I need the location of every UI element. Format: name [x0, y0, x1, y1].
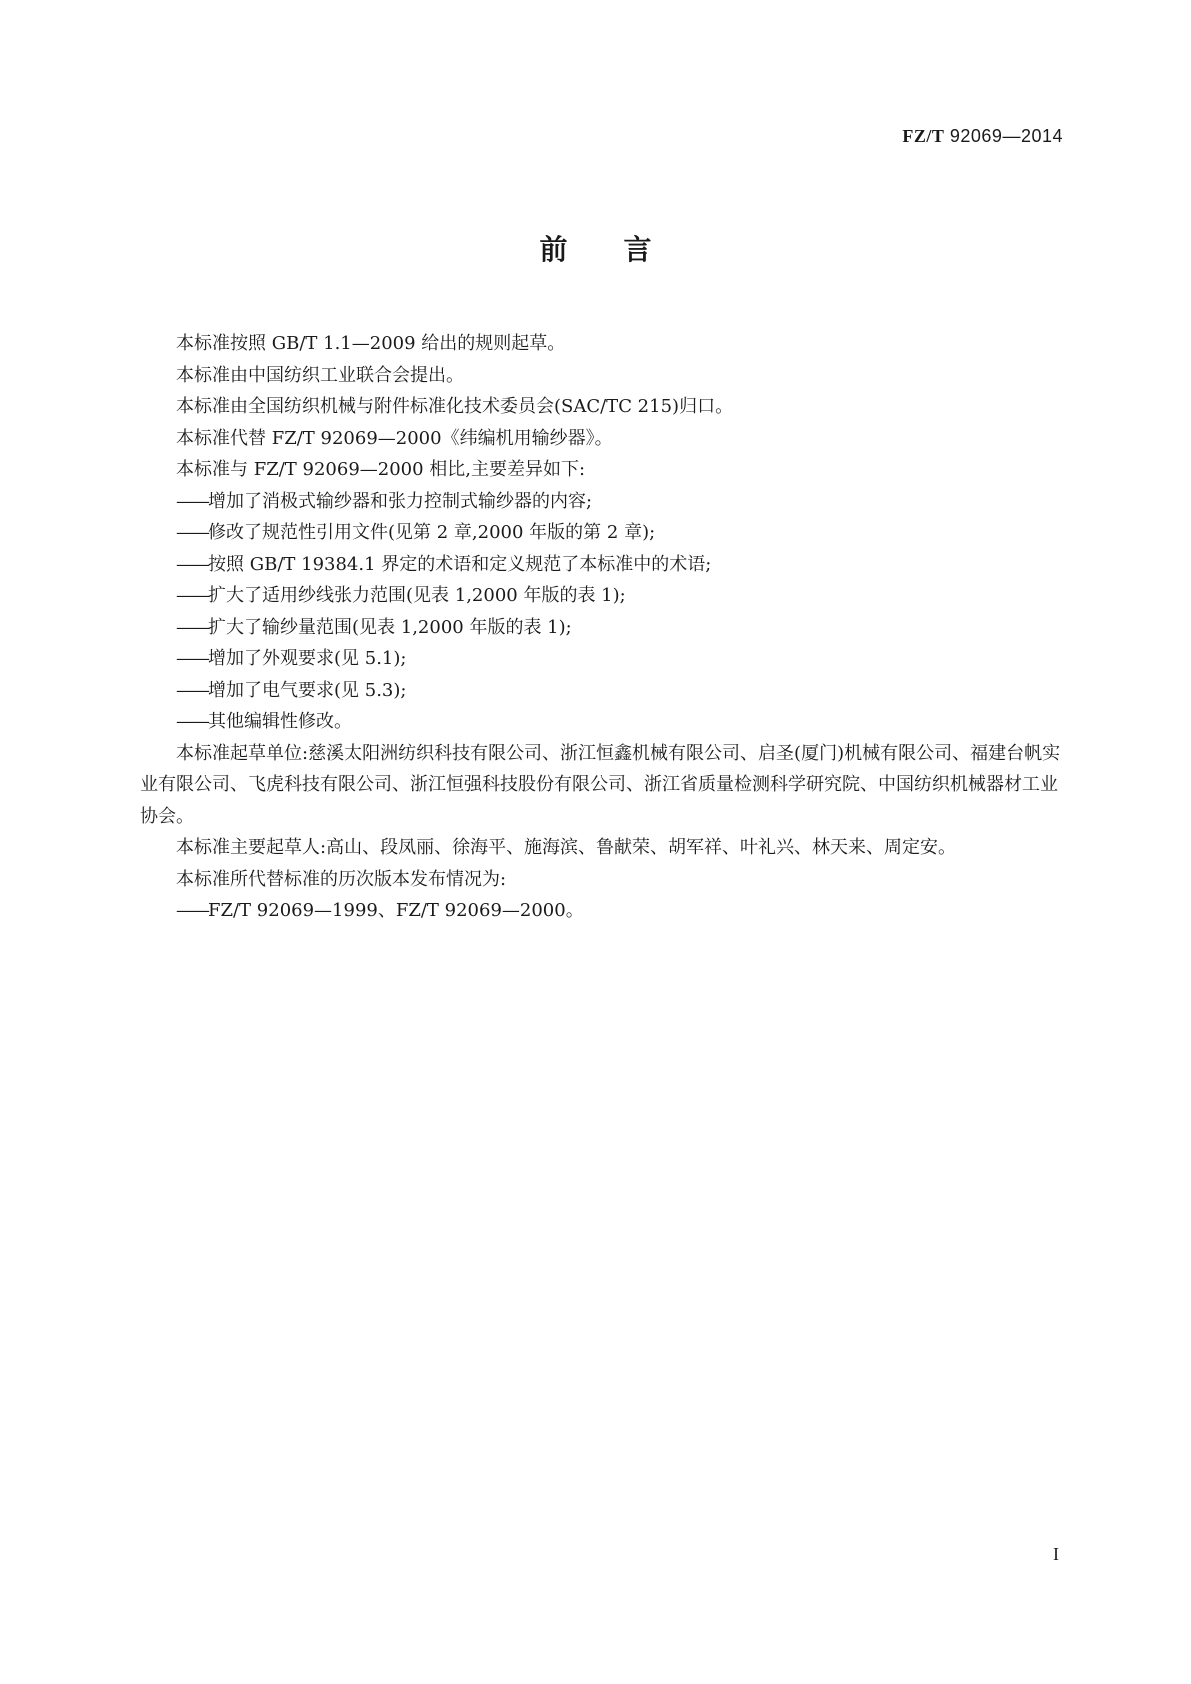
dash-marker: —— — [176, 900, 208, 921]
paragraph-administration: 本标准由全国纺织机械与附件标准化技术委员会(SAC/TC 215)归口。 — [176, 396, 734, 417]
paragraph-proposer: 本标准由中国纺织工业联合会提出。 — [176, 364, 464, 386]
standard-number — [902, 126, 1063, 147]
dash-marker: —— — [176, 648, 208, 669]
list-item-text: 增加了消极式输纱器和张力控制式输纱器的内容; — [208, 490, 593, 512]
dash-marker: —— — [176, 490, 208, 512]
list-item — [140, 675, 1070, 707]
list-item-text: FZ/T 92069—1999、FZ/T 92069—2000。 — [208, 900, 584, 921]
list-item — [140, 486, 1070, 518]
paragraph-history-intro: 本标准所代替标准的历次版本发布情况为: — [176, 868, 507, 890]
list-item-text: 其他编辑性修改。 — [208, 711, 352, 732]
page-number: I — [1053, 1544, 1059, 1564]
list-item-text: 修改了规范性引用文件(见第 2 章,2000 年版的第 2 章); — [208, 522, 656, 543]
paragraph-drafting-rules: 本标准按照 GB/T 1.1—2009 给出的规则起草。 — [176, 333, 566, 354]
paragraph-replaces: 本标准代替 FZ/T 92069—2000《纬编机用输纱器》。 — [176, 427, 613, 449]
list-item — [140, 580, 1070, 612]
dash-marker: —— — [176, 585, 208, 606]
list-item — [140, 706, 1070, 738]
dash-marker: —— — [176, 616, 208, 638]
dash-marker: —— — [176, 711, 208, 732]
paragraph-drafting-units: 本标准起草单位:慈溪太阳洲纺织科技有限公司、浙江恒鑫机械有限公司、启圣(厦门)机械有限公司、福建台帆实业有限公司、飞虎科技有限公司、浙江恒强科技股份有限公司、浙江省质量检测科学研究院、中国纺织机械器材工业协会。 — [140, 742, 1061, 827]
list-item — [140, 643, 1070, 675]
list-item-text: 增加了电气要求(见 5.3); — [208, 679, 407, 701]
dash-marker: —— — [176, 553, 208, 575]
dash-marker: —— — [176, 522, 208, 543]
paragraph-drafters: 本标准主要起草人:高山、段凤丽、徐海平、施海滨、鲁献荣、胡军祥、叶礼兴、林天来、周定安。 — [176, 837, 957, 858]
list-item-text: 按照 GB/T 19384.1 界定的术语和定义规范了本标准中的术语; — [208, 553, 712, 575]
standard-code-prefix: FZ/T — [902, 126, 945, 146]
list-item — [140, 612, 1070, 644]
foreword-body — [140, 328, 1070, 927]
list-item — [140, 549, 1070, 581]
list-item — [140, 895, 1070, 927]
standard-code-number: 92069—2014 — [949, 126, 1063, 146]
paragraph-differences-intro: 本标准与 FZ/T 92069—2000 相比,主要差异如下: — [176, 459, 586, 480]
list-item-text: 扩大了适用纱线张力范围(见表 1,2000 年版的表 1); — [208, 585, 626, 606]
dash-marker: —— — [176, 679, 208, 701]
page-title: 前言 — [539, 233, 708, 266]
list-item-text: 增加了外观要求(见 5.1); — [208, 648, 407, 669]
list-item — [140, 517, 1070, 549]
list-item-text: 扩大了输纱量范围(见表 1,2000 年版的表 1); — [208, 616, 572, 638]
